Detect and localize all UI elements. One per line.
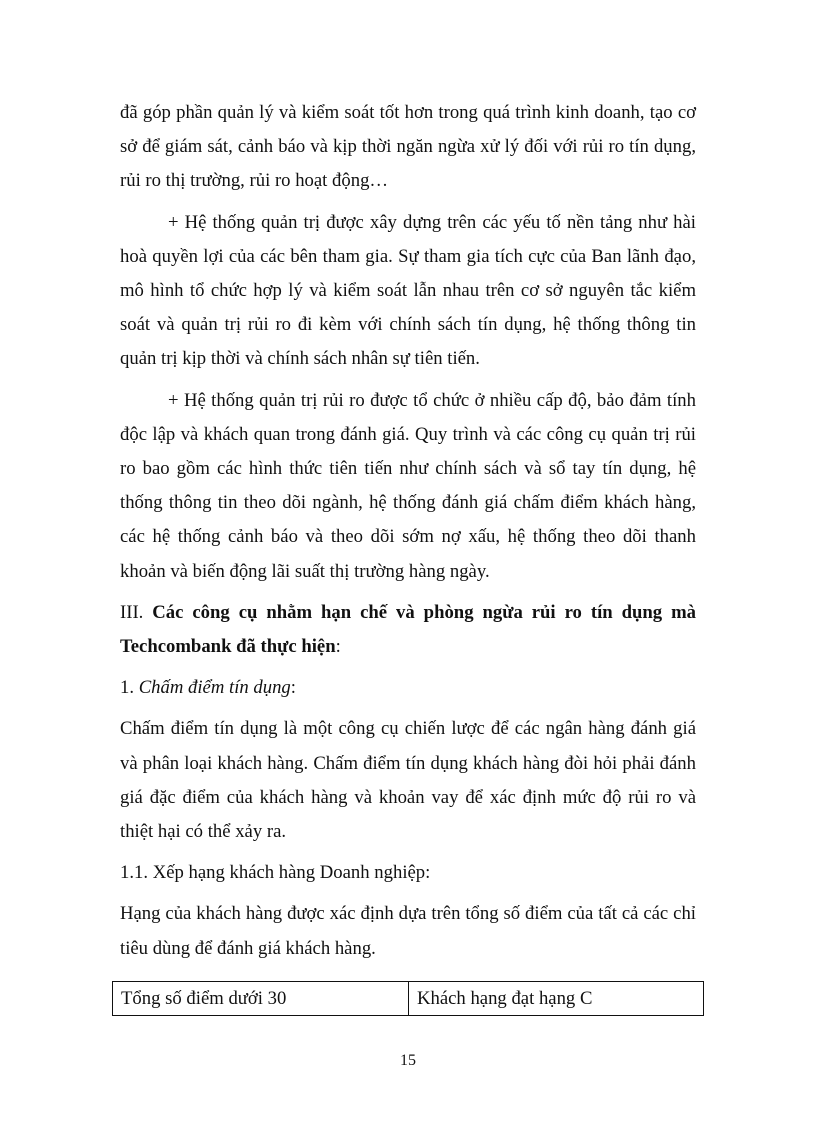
section-title: Các công cụ nhằm hạn chế và phòng ngừa rủi ro tín dụng mà Techcombank đã thực hiện	[120, 601, 696, 658]
document-body	[120, 96, 696, 973]
section-number: III.	[120, 601, 153, 623]
table-cell-rating: Khách hạng đạt hạng C	[409, 982, 704, 1016]
subsection-title: Chấm điểm tín dụng	[138, 677, 291, 699]
subsection-heading-1-1: 1.1. Xếp hạng khách hàng Doanh nghiệp:	[120, 862, 431, 884]
paragraph-continuation: đã góp phần quản lý và kiểm soát tốt hơn trong quá trình kinh doanh, tạo cơ sở để giám sát, cảnh báo và kịp thời ngăn ngừa xử lý đối với rủi ro tín dụng, rủi ro thị trường, rủi ro hoạt động…	[120, 102, 696, 192]
table-row	[113, 982, 704, 1016]
rating-table	[112, 981, 704, 1016]
page-number: 15	[400, 1052, 416, 1069]
section-colon: :	[335, 636, 341, 658]
subsection-heading-1	[120, 671, 696, 705]
subsection-colon: :	[290, 677, 296, 699]
section-heading-iii	[120, 596, 696, 664]
table-cell-score-range: Tổng số điểm dưới 30	[113, 982, 409, 1016]
paragraph-credit-scoring: Chấm điểm tín dụng là một công cụ chiến lược để các ngân hàng đánh giá và phân loại khách hàng. Chấm điểm tín dụng khách hàng đòi hỏi phải đánh giá đặc điểm của khách hàng và khoản vay để xác định mức độ rủi ro và thiệt hại có thể xảy ra.	[120, 718, 696, 843]
paragraph-risk-levels: + Hệ thống quản trị rủi ro được tổ chức ở nhiều cấp độ, bảo đảm tính độc lập và khách quan trong đánh giá. Quy trình và các công cụ quản trị rủi ro bao gồm các hình thức tiên tiến như chính sách và sổ tay tín dụng, hệ thống thông tin theo dõi ngành, hệ thống đánh giá chấm điểm khách hàng, các hệ thống cảnh báo và theo dõi sớm nợ xấu, hệ thống theo dõi thanh khoản và biến động lãi suất thị trường hàng ngày.	[120, 389, 696, 582]
paragraph-customer-rank: Hạng của khách hàng được xác định dựa trên tổng số điểm của tất cả các chỉ tiêu dùng để đánh giá khách hàng.	[120, 903, 696, 959]
paragraph-governance-foundation: + Hệ thống quản trị được xây dựng trên các yếu tố nền tảng như hài hoà quyền lợi của các bên tham gia. Sự tham gia tích cực của Ban lãnh đạo, mô hình tổ chức hợp lý và kiểm soát lẫn nhau trên cơ sở nguyên tắc kiểm soát và quản trị rủi ro đi kèm với chính sách tín dụng, hệ thống thông tin quản trị kịp thời và chính sách nhân sự tiên tiến.	[120, 211, 696, 370]
subsection-number: 1.	[120, 677, 139, 699]
